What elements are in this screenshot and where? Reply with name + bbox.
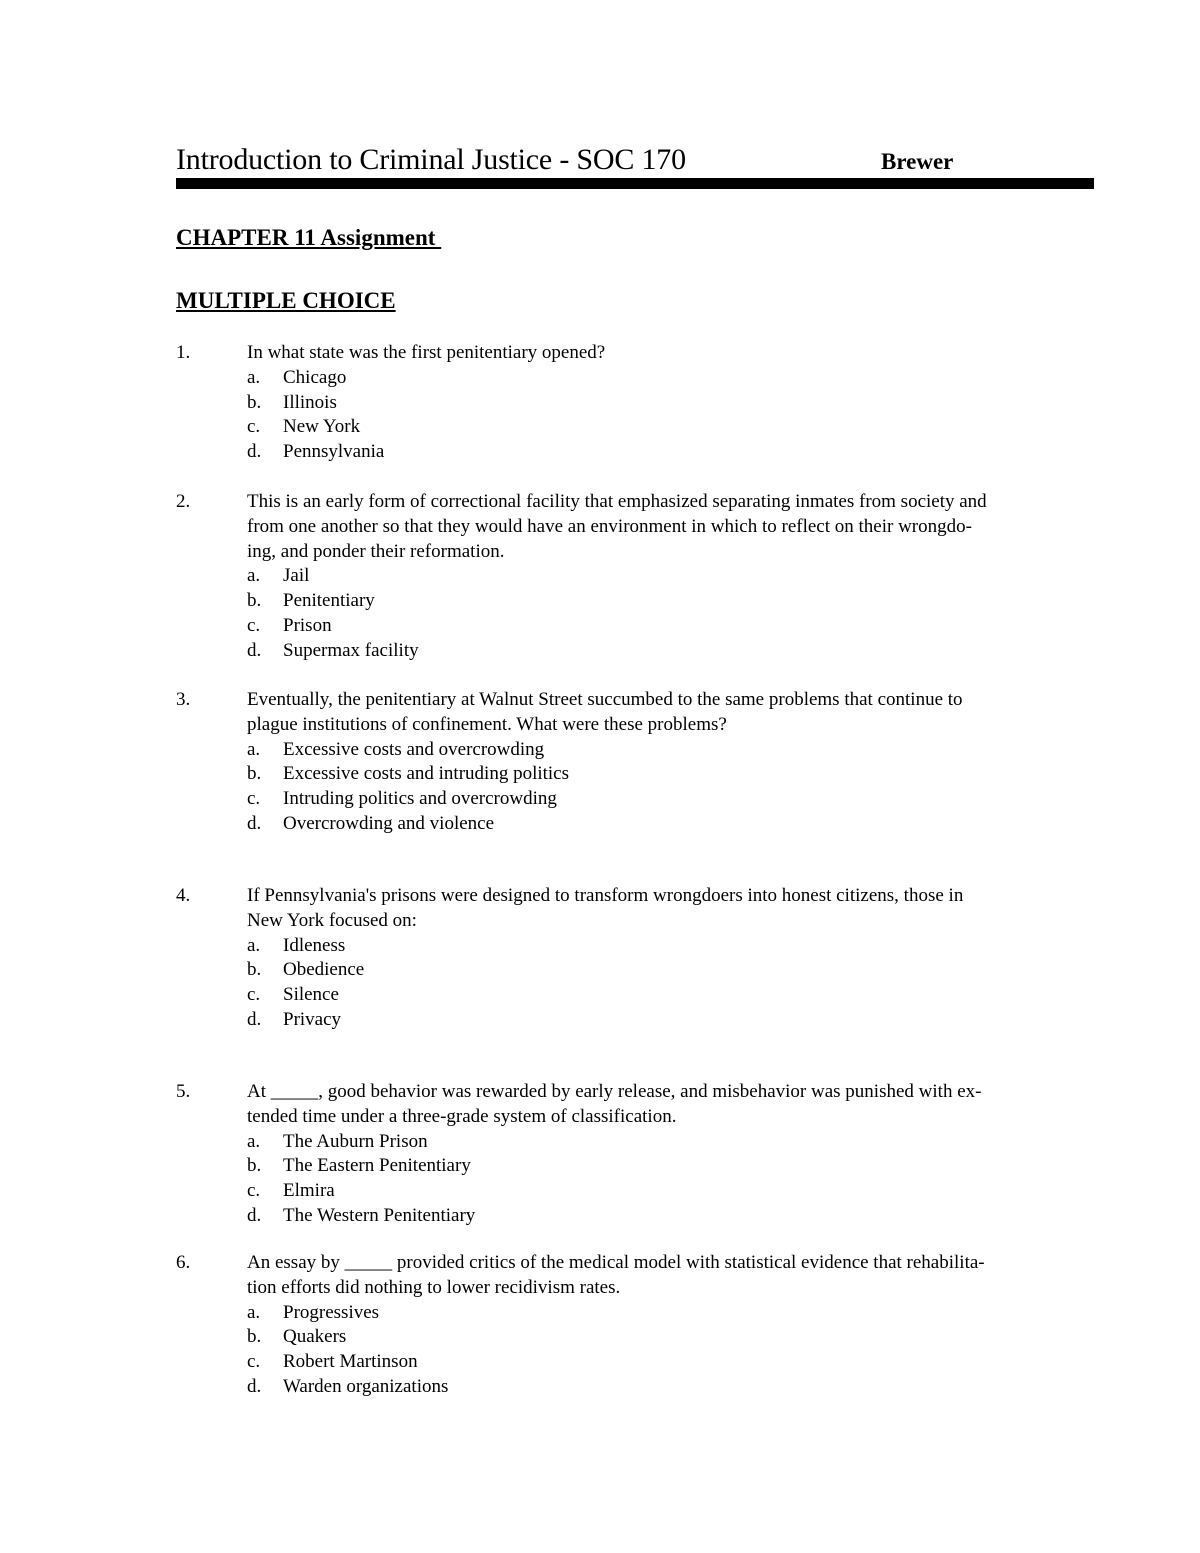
answer-choice [247, 958, 1094, 983]
choice-text: Prison [283, 614, 332, 636]
answer-choice [247, 787, 1094, 812]
choice-text: The Western Penitentiary [283, 1204, 476, 1226]
chapter-heading: CHAPTER 11 Assignment [176, 225, 442, 250]
question-text-line: tended time under a three-grade system of classification. [247, 1105, 677, 1127]
choice-text: Warden organizations [283, 1375, 449, 1397]
question-text-line: In what state was the first penitentiary opened? [247, 342, 606, 363]
answer-choice [247, 1179, 1094, 1204]
answer-choice [247, 812, 1094, 837]
answer-choice [247, 415, 1094, 440]
choice-letter: b. [247, 1326, 262, 1348]
choice-letter: a. [247, 934, 261, 956]
choice-letter: c. [247, 1351, 261, 1373]
question-body [247, 341, 1094, 465]
question-number: 1. [176, 342, 191, 363]
choice-text: Quakers [283, 1326, 347, 1348]
answer-choice [247, 589, 1094, 614]
answer-choice [247, 614, 1094, 639]
choice-text: Jail [283, 565, 310, 587]
section-heading: MULTIPLE CHOICE [176, 288, 396, 313]
question-number: 3. [176, 689, 191, 710]
choice-letter: a. [247, 1301, 261, 1323]
header-rule [176, 178, 1094, 189]
question-text-line: An essay by _____ provided critics of the medical model with statistical evidence that rehabilita- [247, 1252, 985, 1273]
page-header [176, 140, 1094, 180]
choice-letter: c. [247, 416, 261, 438]
choice-letter: c. [247, 1180, 261, 1202]
question-body [247, 884, 1094, 1033]
question-number: 5. [176, 1081, 191, 1102]
choice-text: The Eastern Penitentiary [283, 1155, 471, 1177]
answer-choice [247, 1375, 1094, 1400]
question-text-line: New York focused on: [247, 909, 417, 931]
answer-choice [247, 440, 1094, 465]
answer-choice [247, 983, 1094, 1008]
answer-choice [247, 934, 1094, 959]
answer-choice [247, 639, 1094, 664]
choice-letter: d. [247, 812, 262, 834]
choice-letter: d. [247, 1008, 262, 1030]
question-text-line: tion efforts did nothing to lower recidivism rates. [247, 1276, 621, 1298]
answer-choice [247, 366, 1094, 391]
choice-letter: a. [247, 565, 261, 587]
question-text-line: plague institutions of confinement. What were these problems? [247, 713, 727, 735]
choice-text: Pennsylvania [283, 441, 385, 463]
answer-choice [247, 738, 1094, 763]
question-body [247, 1251, 1094, 1400]
answer-choice [247, 391, 1094, 416]
question-number: 6. [176, 1252, 191, 1273]
answer-choice [247, 1325, 1094, 1350]
choice-text: The Auburn Prison [283, 1130, 428, 1152]
choice-letter: a. [247, 738, 261, 760]
question-text-line: This is an early form of correctional facility that emphasized separating inmates from society and [247, 491, 987, 512]
question-body [247, 1080, 1094, 1229]
choice-letter: a. [247, 1130, 261, 1152]
choice-letter: b. [247, 763, 262, 785]
question-number: 2. [176, 491, 191, 512]
question-text-line: from one another so that they would have an environment in which to reflect on their wrongdo- [247, 515, 972, 537]
choice-letter: b. [247, 391, 262, 413]
choice-letter: c. [247, 788, 261, 810]
question-body [247, 688, 1094, 837]
choice-text: Penitentiary [283, 590, 375, 612]
choice-text: Obedience [283, 959, 365, 981]
choice-letter: b. [247, 1155, 262, 1177]
choice-letter: d. [247, 1375, 262, 1397]
choice-text: Excessive costs and overcrowding [283, 738, 545, 760]
choice-letter: b. [247, 590, 262, 612]
answer-choice [247, 1350, 1094, 1375]
answer-choice [247, 564, 1094, 589]
choice-letter: a. [247, 366, 261, 388]
choice-text: Supermax facility [283, 639, 419, 661]
choice-letter: b. [247, 959, 262, 981]
answer-choice [247, 1154, 1094, 1179]
choice-text: Idleness [283, 934, 346, 956]
course-title: Introduction to Criminal Justice - SOC 170 [176, 143, 686, 176]
choice-text: Progressives [283, 1301, 380, 1323]
choice-text: Illinois [283, 391, 337, 413]
choice-letter: c. [247, 614, 261, 636]
choice-letter: d. [247, 441, 262, 463]
choice-text: Elmira [283, 1180, 335, 1202]
answer-choice [247, 1130, 1094, 1155]
choice-text: Overcrowding and violence [283, 812, 495, 834]
choice-letter: d. [247, 639, 262, 661]
question-text-line: ing, and ponder their reformation. [247, 540, 505, 562]
choice-text: Chicago [283, 366, 347, 388]
question-text-line: At _____, good behavior was rewarded by early release, and misbehavior was punished with ex- [247, 1081, 982, 1102]
choice-text: Silence [283, 984, 339, 1006]
instructor-name: Brewer [881, 149, 954, 174]
question-text-line: If Pennsylvania's prisons were designed to transform wrongdoers into honest citizens, those in [247, 885, 964, 906]
choice-text: Excessive costs and intruding politics [283, 763, 570, 785]
question-number: 4. [176, 885, 191, 906]
question-text-line: Eventually, the penitentiary at Walnut Street succumbed to the same problems that continue to [247, 689, 963, 710]
choice-text: Privacy [283, 1008, 342, 1030]
choice-letter: c. [247, 984, 261, 1006]
question-body [247, 490, 1094, 664]
choice-letter: d. [247, 1204, 262, 1226]
answer-choice [247, 1204, 1094, 1229]
answer-choice [247, 762, 1094, 787]
choice-text: New York [283, 416, 361, 438]
answer-choice [247, 1008, 1094, 1033]
choice-text: Intruding politics and overcrowding [283, 788, 557, 810]
answer-choice [247, 1301, 1094, 1326]
choice-text: Robert Martinson [283, 1351, 418, 1373]
